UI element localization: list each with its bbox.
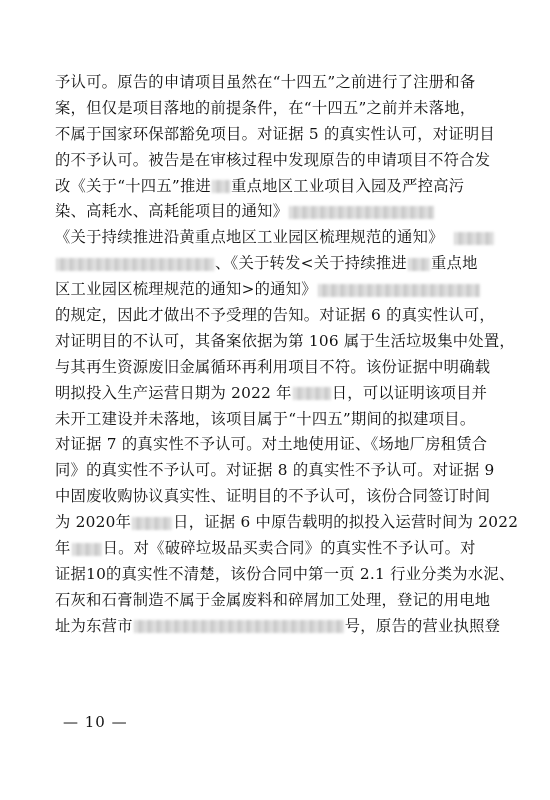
text-line [55,225,501,251]
text-line [55,277,501,303]
redaction-mark [454,232,494,245]
text-segment: 染、高耗水、高耗能项目的通知》 [55,202,289,221]
text-line: 的不予认可。被告是在审核过程中发现原告的申请项目不符合发 [55,150,491,169]
text-line [55,510,519,536]
text-line: 对证据 7 的真实性不予认可。对土地使用证、《场地厂房租赁合 [55,435,488,454]
text-line: 同》的真实性不予认可。对证据 8 的真实性不予认可。对证据 9 [55,461,495,480]
text-segment: 改《关于“十四五”推进 [55,176,212,195]
redaction-mark [134,620,344,633]
redaction-mark [56,258,214,271]
text-line [55,174,501,200]
text-segment: 区工业园区梳理规范的通知>的通知》 [55,280,317,299]
text-line [55,536,501,562]
text-line [55,614,501,640]
redaction-mark [318,284,480,297]
text-segment: 日，证据 6 中原告载明的拟投入运营时间为 2022 [173,513,519,532]
text-segment: 、《关于转发<关于持续推进 [215,254,407,273]
text-line: 未开工建设并未落地，该项目属于“十四五”期间的拟建项目。 [55,409,476,428]
text-line [55,381,501,407]
text-line: 中固废收购协议真实性、证明目的不予认可，该份合同签订时间 [55,487,491,506]
redaction-mark [289,206,434,219]
text-line: 证据10的真实性不清楚，该份合同中第一页 2.1 行业分类为水泥、 [55,564,515,583]
text-segment: 年 [55,539,71,558]
text-segment: 址为东营市 [55,616,133,635]
text-line: 与其再生资源废旧金属循环再利用项目不符。该份证据中明确载 [55,357,491,376]
text-segment: 号，原告的营业执照登 [344,616,501,635]
text-line: 予认可。原告的申请项目虽然在“十四五”之前进行了注册和备 [55,73,476,91]
page-number: — 10 — [63,713,128,731]
text-line: 案，但仅是项目落地的前提条件，在“十四五”之前并未落地， [55,98,476,117]
text-segment: 重点地区工业项目入园及严控高污 [231,176,465,195]
text-line: 不属于国家环保部豁免项目。对证据 5 的真实性认可，对证明目 [55,124,495,143]
redaction-mark [212,180,230,193]
text-line [55,251,501,277]
text-segment: 日。对《破碎垃圾品买卖合同》的真实性不予认可。对 [102,539,476,558]
text-segment: 日，可以证明该项目并 [331,383,488,402]
text-line [55,199,501,225]
body-text [55,70,519,640]
redaction-mark [132,517,172,530]
text-line: 对证明目的不认可，其备案依据为第 106 属于生活垃圾集中处置， [55,331,515,350]
text-segment: 重点地 [430,254,478,273]
text-segment: 为 2020年 [55,513,132,532]
redaction-mark [293,387,331,400]
text-segment: 明拟投入生产运营日期为 2022 年 [55,383,292,402]
redaction-mark [72,543,102,556]
text-line: 的规定，因此才做出不予受理的告知。对证据 6 的真实性认可， [55,306,495,325]
text-line: 石灰和石膏制造不属于金属废料和碎屑加工处理，登记的用电地 [55,590,491,609]
text-segment: 《关于持续推进沿黄重点地区工业园区梳理规范的通知》 [55,228,444,247]
redaction-mark [408,258,430,271]
